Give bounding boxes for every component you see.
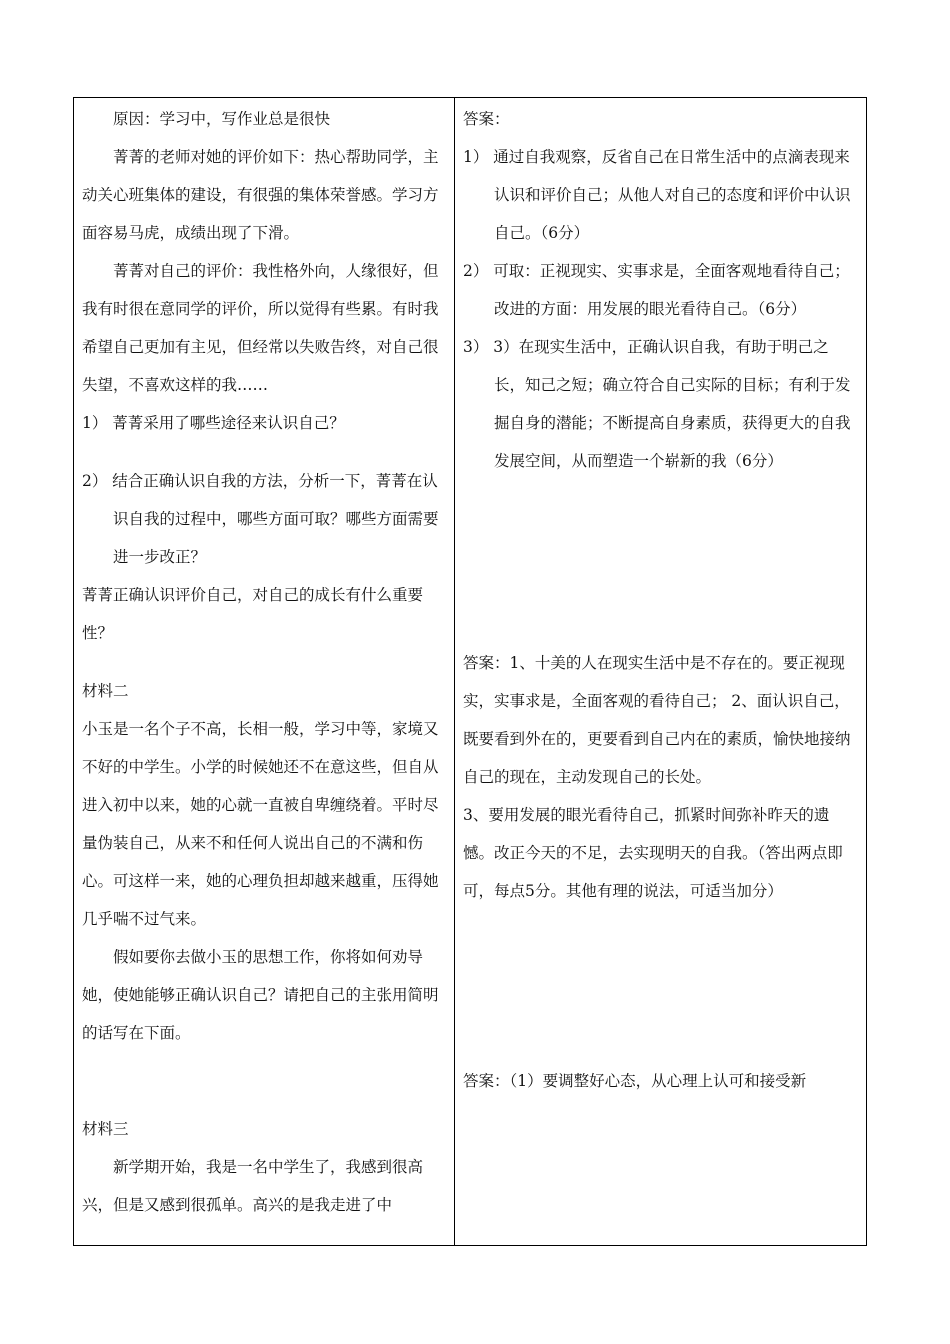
answer-label: 答案： [463, 110, 510, 128]
answer-material-2-part-2: 3、要用发展的眼光看待自己，抓紧时间弥补昨天的遗憾。改正今天的不足，去实现明天的自我。（答出两点即可，每点5分。其他有理的说法，可适当加分） [463, 806, 843, 900]
material-3-text: 新学期开始，我是一名中学生了，我感到很高兴，但是又感到很孤单。高兴的是我走进了中 [82, 1158, 424, 1214]
teacher-evaluation: 菁菁的老师对她的评价如下：热心帮助同学，主动关心班集体的建设，有很强的集体荣誉感。学习方面容易马虎，成绩出现了下滑。 [82, 148, 439, 242]
right-column [455, 98, 867, 1245]
reason-text: 原因：学习中，写作业总是很快 [113, 110, 331, 128]
material-3-title: 材料三 [82, 1120, 129, 1138]
answer-1: 1） 通过自我观察，反省自己在日常生活中的点滴表现来认识和评价自己；从他人对自己的态度和评价中认识自己。（6分） [463, 148, 851, 242]
answer-material-3: 答案：（1）要调整好心态，从心理上认可和接受新 [463, 1072, 807, 1090]
material-2-question: 假如要你去做小玉的思想工作，你将如何劝导她，使她能够正确认识自己？请把自己的主张用简明的话写在下面。 [82, 948, 439, 1042]
material-2-title: 材料二 [82, 682, 129, 700]
answer-3: 3） 3）在现实生活中，正确认识自我，有助于明己之长，知己之短；确立符合自己实际的目标；有利于发掘自身的潜能；不断提高自身素质，获得更大的自我发展空间，从而塑造一个崭新的我（6分） [463, 338, 851, 470]
self-evaluation: 菁菁对自己的评价：我性格外向，人缘很好，但我有时很在意同学的评价，所以觉得有些累。有时我希望自己更加有主见，但经常以失败告终，对自己很失望，不喜欢这样的我…… [82, 262, 439, 394]
answer-2: 2） 可取：正视现实、实事求是，全面客观地看待自己；改进的方面：用发展的眼光看待自己。（6分） [463, 262, 850, 318]
answer-material-2-part-1: 答案：1、十美的人在现实生活中是不存在的。要正视现实，实事求是，全面客观的看待自己； 2、面认识自己，既要看到外在的，更要看到自己内在的素质，愉快地接纳自己的现在，主动发现自己的长处。 [463, 654, 851, 786]
left-column [74, 98, 454, 1245]
question-1: 1） 菁菁采用了哪些途径来认识自己？ [82, 414, 345, 432]
question-3: 菁菁正确认识评价自己，对自己的成长有什么重要性？ [82, 586, 424, 642]
worksheet-table [73, 97, 867, 1246]
material-2-text: 小玉是一名个子不高，长相一般，学习中等，家境又不好的中学生。小学的时候她还不在意这些，但自从进入初中以来，她的心就一直被自卑缠绕着。平时尽量伪装自己，从来不和任何人说出自己的不满和伤心。可这样一来，她的心理负担却越来越重，压得她几乎喘不过气来。 [82, 720, 439, 928]
question-2: 2） 结合正确认识自我的方法，分析一下，菁菁在认识自我的过程中，哪些方面可取？哪些方面需要进一步改正？ [82, 472, 439, 566]
